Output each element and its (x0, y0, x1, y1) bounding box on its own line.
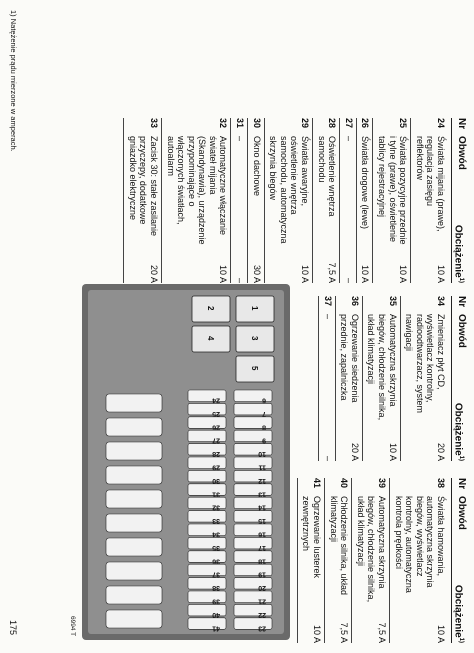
header-circuit: Obwód (456, 136, 467, 170)
fuse-row (389, 478, 448, 643)
fuse-circuit: Chłodzenie silnika, układ klimatyzacji (328, 496, 350, 596)
fuse-load: 10 A (360, 264, 371, 283)
fuse-number: 36 (349, 296, 360, 307)
fuse-number: 31 (235, 118, 246, 129)
fuse-number: 33 (148, 118, 159, 129)
fuse-table-column-3 (297, 478, 466, 643)
fuse-row (335, 296, 362, 461)
figure-code: 6994 T (69, 616, 76, 637)
footnote: 1) Natężenie prądu mierzone w amperach. (9, 10, 18, 152)
fuse-slot-number: 9 (262, 436, 266, 444)
fuse-number: 25 (398, 118, 409, 129)
relay-number: 5 (250, 366, 259, 371)
fuse-number: 32 (218, 118, 229, 129)
connector-slot (106, 610, 162, 628)
fuse-slot-number: 27 (212, 436, 220, 444)
fuse-circuit: Światła drogowe (lewe) (360, 136, 371, 230)
fuse-slot-number: 20 (258, 584, 266, 592)
fuse-slot-number: 37 (212, 570, 220, 578)
connector-slot (106, 538, 162, 556)
fuse-circuit: Ogrzewanie lusterek zewnętrznych (301, 496, 323, 579)
fuse-slot-number: 19 (258, 570, 266, 578)
fuse-circuit: – (343, 136, 354, 142)
fuse-slot-number: 24 (212, 396, 220, 404)
fuse-number: 37 (322, 296, 333, 307)
relay-number: 1 (250, 306, 259, 311)
fuse-load: 20 A (436, 442, 446, 461)
fuse-load: 10 A (300, 264, 311, 283)
fuse-slot-number: 28 (212, 450, 220, 458)
fuse-load: 7,5 A (339, 622, 350, 643)
fuse-load: 10 A (387, 442, 398, 461)
header-load: Obciążenie$^{1)}$ (452, 584, 464, 643)
fuse-row (324, 478, 351, 643)
fuse-slot-number: 33 (212, 517, 220, 525)
fuse-circuit: Automatyczne włączanie świateł mijania (Skandynawia), urządzenie przypominające o włączonych światłach, autoalarm (165, 136, 229, 245)
connector-slot (106, 586, 162, 604)
page-number: 175 (8, 620, 18, 636)
fuse-load: 10 A (218, 264, 229, 283)
fuse-row (247, 118, 264, 283)
fuse-slot-number: 25 (212, 409, 220, 417)
fuse-number: 27 (343, 118, 354, 129)
fuse-slot-number: 38 (212, 584, 220, 592)
header-nr: Nr (456, 296, 467, 308)
connector-slot (106, 466, 162, 484)
fuse-load: 20 A (148, 264, 159, 283)
fuse-slot-number: 12 (258, 476, 266, 484)
connector-slot (106, 418, 162, 436)
fuse-number: 38 (436, 478, 446, 489)
header-circuit: Obwód (456, 314, 467, 348)
relay-number: 3 (250, 336, 259, 341)
fuse-circuit: Automatyczna skrzynia biegów, chłodzenie silnika, układ klimatyzacji (366, 314, 398, 421)
fuse-slot-number: 40 (212, 610, 220, 618)
fuse-load: – (343, 277, 354, 283)
fuse-row (372, 118, 410, 283)
fuse-load: 7,5 A (377, 622, 388, 643)
fuse-number: 40 (339, 478, 350, 489)
header-nr: Nr (456, 118, 467, 130)
fuse-load: – (322, 455, 333, 461)
fuse-row (339, 118, 356, 283)
fuse-load: 20 A (349, 442, 360, 461)
fuse-slot-number: 10 (258, 450, 266, 458)
fuse-number: 35 (387, 296, 398, 307)
connector-slot (106, 442, 162, 460)
fuse-row (351, 478, 389, 643)
fuse-slot-number: 36 (212, 557, 220, 565)
fuse-row (356, 118, 373, 283)
fuse-slot-number: 16 (258, 530, 266, 538)
relay-number: 4 (206, 336, 215, 341)
fuse-slot-number: 30 (212, 476, 220, 484)
fuse-load: 10 A (312, 624, 323, 643)
fuse-slot-number: 26 (212, 423, 220, 431)
fuse-circuit: Okno dachowe (251, 136, 262, 197)
connector-slot (106, 490, 162, 508)
fuse-number: 34 (436, 296, 446, 307)
fuse-slot-number: 6 (262, 396, 266, 404)
fuse-slot-number: 21 (258, 597, 266, 605)
fuse-load: 7,5 A (327, 262, 338, 283)
fuse-box-diagram (80, 282, 292, 642)
fuse-number: 30 (251, 118, 262, 129)
relay-number: 2 (206, 306, 215, 311)
table-header (451, 118, 466, 283)
fuse-slot-number: 18 (258, 557, 266, 565)
fuse-row (161, 118, 231, 283)
fuse-circuit: Ogrzewanie siedzenia przednie, zapalniczka (339, 314, 360, 403)
connector-slot (106, 394, 162, 412)
fuse-number: 29 (300, 118, 311, 129)
fuse-row (410, 118, 448, 283)
fuse-slot-number: 13 (258, 490, 266, 498)
fuse-slot-number: 22 (258, 610, 266, 618)
fuse-slot-number: 14 (258, 503, 266, 511)
fuse-table-column-1 (123, 118, 466, 283)
fuse-number: 28 (327, 118, 338, 129)
fuse-slot-number: 17 (258, 543, 266, 551)
fuse-slot-number: 7 (262, 409, 266, 417)
fuse-circuit: Światła hamowania, automatyczna skrzynia biegów, wyświetlacz kontrolny, automatyczna kontrola prędkości (393, 496, 446, 593)
fuse-circuit: – (235, 136, 246, 142)
header-load: Obciążenie$^{1)}$ (452, 224, 464, 283)
connector-slot (106, 514, 162, 532)
fuse-row (123, 118, 161, 283)
fuse-slot-number: 23 (258, 624, 266, 632)
header-circuit: Obwód (456, 496, 467, 530)
fuse-row (312, 118, 339, 283)
fuse-number: 26 (360, 118, 371, 129)
fuse-number: 24 (436, 118, 446, 129)
table-header (451, 478, 466, 643)
fuse-number: 39 (377, 478, 388, 489)
header-load: Obciążenie$^{1)}$ (452, 402, 464, 461)
fuse-slot-number: 32 (212, 503, 220, 511)
fuse-row (297, 478, 324, 643)
header-nr: Nr (456, 478, 467, 490)
fuse-row (264, 118, 312, 283)
fuse-load: 10 A (436, 624, 446, 643)
fuse-slot-number: 34 (212, 530, 220, 538)
fuse-circuit: Światła pozycyjne przednie i tylne (prawe), oświetlenie tablicy rejestracyjnej (377, 136, 409, 245)
fuse-circuit: – (322, 314, 333, 320)
fuse-circuit: Oświetlenie wnętrza samochodu (316, 136, 338, 217)
fuse-slot-number: 29 (212, 463, 220, 471)
fuse-slot-number: 15 (258, 517, 266, 525)
fuse-row (362, 296, 400, 461)
fuse-load: 10 A (436, 264, 446, 283)
fuse-circuit: Światła awaryjne, oświetlenie wnętrza samochodu, automatyczna skrzynia biegów (268, 136, 311, 244)
fuse-row (318, 296, 335, 461)
fuse-slot-number: 8 (262, 423, 266, 431)
fuse-circuit: Zmieniacz płyt CD, wyświetlacz kontrolny, radioodtwarzacz, system nawigacji (404, 314, 446, 414)
fuse-load: 30 A (251, 264, 262, 283)
fuse-slot-number: 11 (258, 463, 266, 471)
fuse-table-column-2 (318, 296, 466, 461)
fuse-load: 10 A (398, 264, 409, 283)
fuse-load: – (235, 277, 246, 283)
fuse-row (400, 296, 448, 461)
table-header (451, 296, 466, 461)
fuse-slot-number: 39 (212, 597, 220, 605)
fuse-circuit: Światła mijania (prawe), regulacja zasięgu reflektorów (414, 136, 446, 232)
fuse-circuit: Zacisk 30: stałe zasilanie przyczepy, dodatkowe gniazdko elektryczne (127, 136, 159, 237)
fuse-number: 41 (312, 478, 323, 489)
fuse-slot-number: 41 (212, 624, 220, 632)
fuse-circuit: Automatyczna skrzynia biegów, chłodzenie silnika, układ klimatyzacji (355, 496, 388, 603)
fuse-slot-number: 35 (212, 543, 220, 551)
connector-slot (106, 562, 162, 580)
fuse-slot-number: 31 (212, 490, 220, 498)
fuse-row (231, 118, 248, 283)
